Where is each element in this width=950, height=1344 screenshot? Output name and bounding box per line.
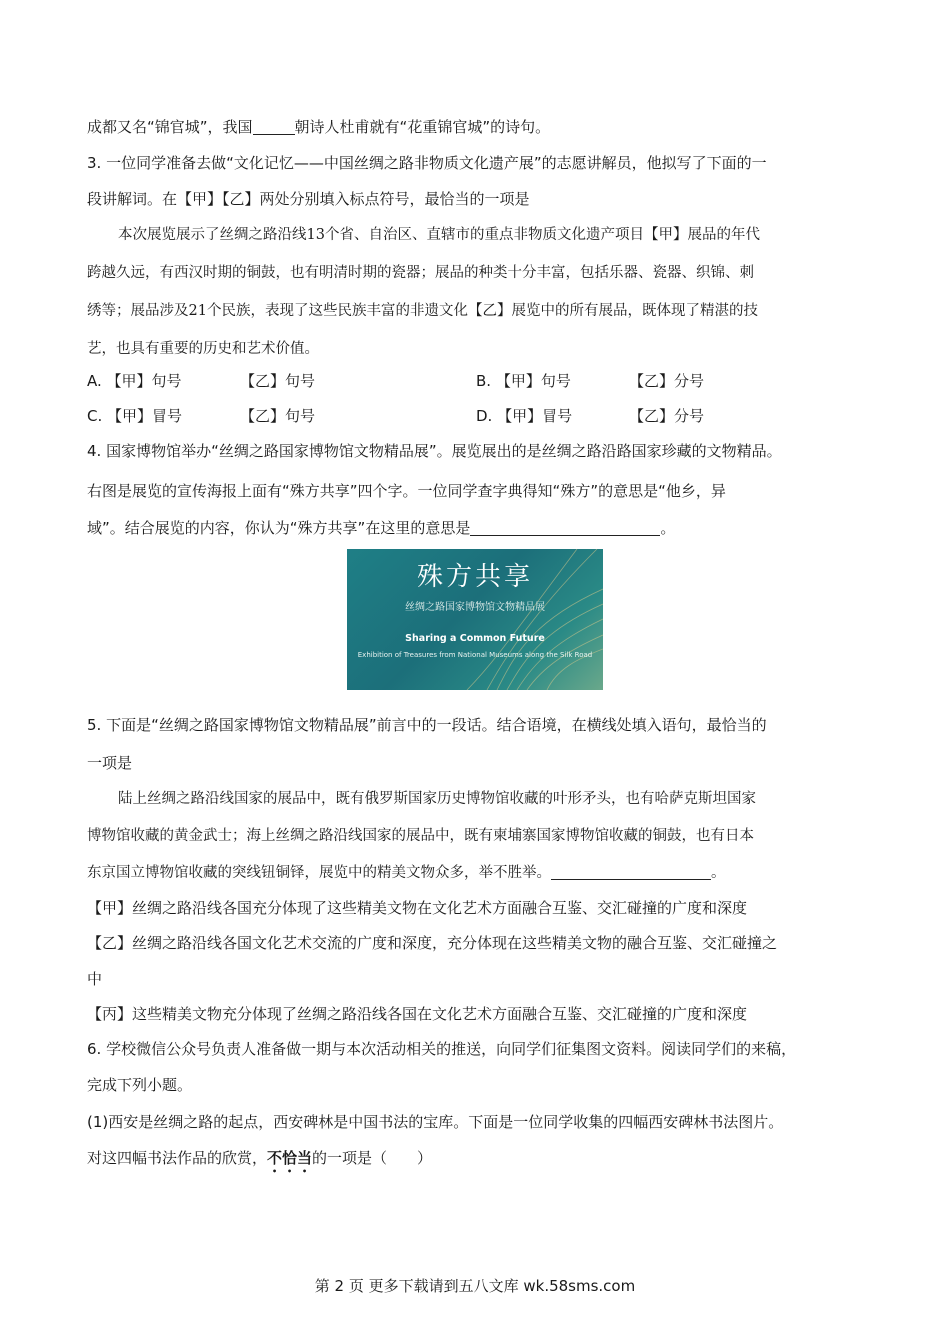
exhibition-poster	[347, 549, 603, 690]
question-6-subitem: (1)西安是丝绸之路的起点，西安碑林是中国书法的宝库。下面是一位同学收集的四幅西安碑林书法图片。	[87, 1113, 784, 1131]
option-yi-continued: 中	[87, 970, 103, 988]
question-6-line: 6. 学校微信公众号负责人准备做一期与本次活动相关的推送，向同学们征集图文资料。阅读同学们的来稿，	[87, 1040, 797, 1058]
option-label: C. 【甲】冒号	[87, 407, 183, 425]
poster-subtitle: 丝绸之路国家博物馆文物精品展	[405, 602, 545, 613]
option-jia[interactable]: 【甲】丝绸之路沿线各国充分体现了这些精美文物在文化艺术方面融合互鉴、交汇碰撞的广度和深度	[87, 899, 748, 917]
question-3-line: 3. 一位同学准备去做“文化记忆——中国丝绸之路非物质文化遗产展”的志愿讲解员，他拟写了下面的一	[87, 154, 767, 172]
text-segment: 域”。结合展览的内容，你认为“殊方共享”在这里的意思是	[87, 519, 471, 537]
option-b-second	[629, 371, 704, 391]
question-4-line	[87, 518, 890, 538]
page-footer: 第 2 页 更多下载请到五八文库 wk.58sms.com	[314, 1277, 636, 1295]
option-b[interactable]	[476, 371, 571, 391]
passage-line: 博物馆收藏的黄金武士；海上丝绸之路沿线国家的展品中，既有柬埔寨国家博物馆收藏的铜鼓，也有日本	[87, 828, 754, 844]
passage-line: 跨越久远，有西汉时期的铜鼓，也有明清时期的瓷器；展品的种类十分丰富，包括乐器、瓷器、织锦、刺	[87, 265, 754, 281]
passage-line	[87, 863, 890, 883]
poster-english-subtitle: Exhibition of Treasures from National Museums along the Silk Road	[357, 651, 593, 659]
text-segment: 东京国立博物馆收藏的突线钮铜铎，展览中的精美文物众多，举不胜举。	[87, 865, 551, 881]
passage-line: 本次展览展示了丝绸之路沿线13个省、自治区、直辖市的重点非物质文化遗产项目【甲】展品的年代	[118, 227, 760, 243]
question-6-subitem	[87, 1148, 890, 1176]
option-label: 【乙】分号	[629, 372, 705, 390]
option-yi[interactable]: 【乙】丝绸之路沿线各国文化艺术交流的广度和深度，充分体现在这些精美文物的融合互鉴、交汇碰撞之	[87, 934, 778, 952]
answer-blank[interactable]	[253, 118, 295, 135]
option-label: A. 【甲】句号	[87, 372, 182, 390]
passage-line: 绣等；展品涉及21个民族，表现了这些民族丰富的非遗文化【乙】展览中的所有展品，既体现了精湛的技	[87, 303, 758, 319]
passage-line: 艺，也具有重要的历史和艺术价值。	[87, 341, 319, 357]
option-a[interactable]	[87, 371, 182, 391]
text-segment: 对这四幅书法作品的欣赏，	[87, 1149, 268, 1167]
option-d[interactable]	[476, 406, 572, 426]
question-4-line: 右图是展览的宣传海报上面有“殊方共享”四个字。一位同学查字典得知“殊方”的意思是“他乡，异	[87, 482, 726, 500]
question-6-line: 完成下列小题。	[87, 1076, 193, 1094]
poster-english-title: Sharing a Common Future	[405, 633, 545, 644]
option-c-second	[240, 406, 315, 426]
emphasized-text: 不恰当	[267, 1149, 313, 1167]
question-5-line: 一项是	[87, 754, 133, 772]
text-segment: 朝诗人杜甫就有“花重锦官城”的诗句。	[294, 118, 551, 136]
option-label: 【乙】句号	[240, 372, 316, 390]
option-label: D. 【甲】冒号	[476, 407, 573, 425]
answer-blank[interactable]	[470, 519, 660, 536]
text-segment: 。	[660, 519, 676, 537]
option-label: 【乙】句号	[240, 407, 316, 425]
answer-blank[interactable]	[551, 863, 711, 880]
question-3-line: 段讲解词。在【甲】【乙】两处分别填入标点符号，最恰当的一项是	[87, 190, 530, 208]
text-segment: 的一项是（ ）	[312, 1149, 433, 1167]
question-4-line: 4. 国家博物馆举办“丝绸之路国家博物馆文物精品展”。展览展出的是丝绸之路沿路国家珍藏的文物精品。	[87, 442, 782, 460]
text-line	[87, 117, 890, 137]
passage-line: 陆上丝绸之路沿线国家的展品中，既有俄罗斯国家历史博物馆收藏的叶形矛头，也有哈萨克斯坦国家	[118, 791, 756, 807]
poster-title: 殊方共享	[416, 562, 533, 592]
question-5-line: 5. 下面是“丝绸之路国家博物馆文物精品展”前言中的一段话。结合语境，在横线处填入语句，最恰当的	[87, 716, 767, 734]
option-c[interactable]	[87, 406, 182, 426]
option-label: 【乙】分号	[629, 407, 705, 425]
text-segment: 成都又名“锦官城”，我国	[87, 118, 253, 136]
option-d-second	[629, 406, 704, 426]
option-label: B. 【甲】句号	[476, 372, 571, 390]
option-a-second	[240, 371, 315, 391]
text-segment: 。	[711, 865, 726, 881]
option-bing[interactable]: 【丙】这些精美文物充分体现了丝绸之路沿线各国在文化艺术方面融合互鉴、交汇碰撞的广度和深度	[87, 1005, 748, 1023]
